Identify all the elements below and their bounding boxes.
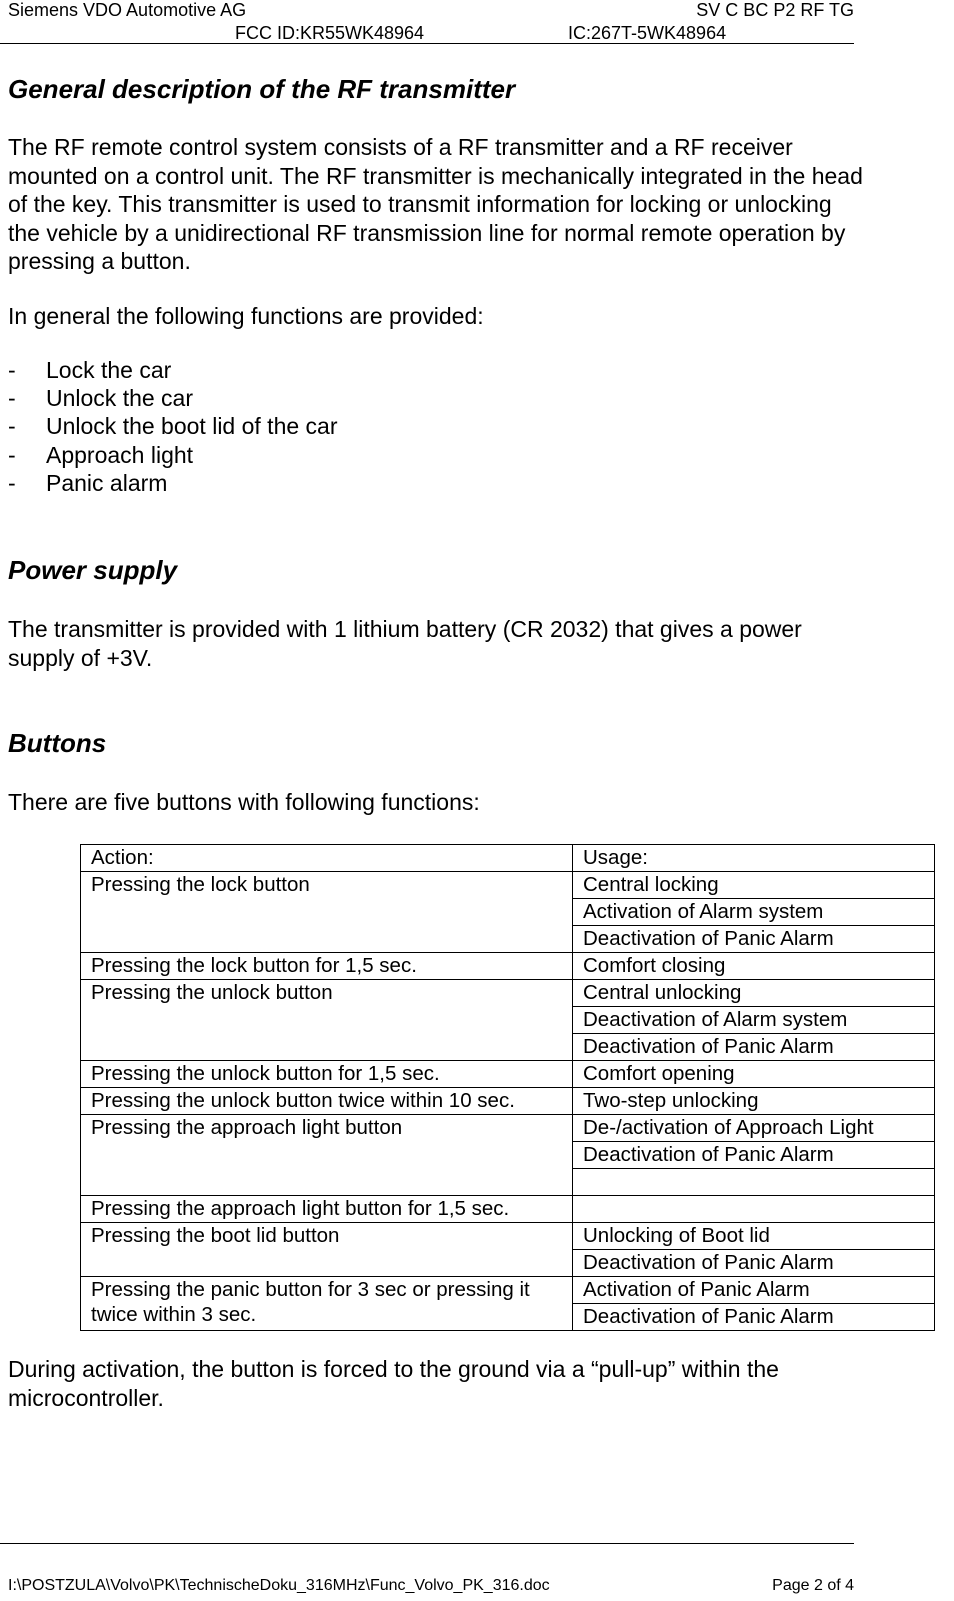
list-bullet: - [8, 442, 16, 468]
usage-cell: Activation of Alarm system [573, 899, 935, 926]
table-row [81, 872, 935, 899]
section-title-buttons: Buttons [8, 728, 107, 758]
list-item: Approach light [46, 442, 194, 468]
usage-cell: Deactivation of Panic Alarm [573, 1142, 935, 1169]
table-row [81, 953, 935, 980]
usage-cell: Comfort closing [573, 953, 935, 980]
action-cell: Pressing the unlock button twice within 10 sec. [81, 1088, 573, 1115]
general-description-paragraph: The RF remote control system consists of a RF transmitter and a RF receiver mounted on a control unit. The RF transmitter is mechanically integrated in the head of the key. This transmitter is used to transmit information for locking or unlocking the vehicle by a unidirectional RF transmission line for normal remote operation by pressing a button. [8, 134, 863, 274]
action-cell: Pressing the boot lid button [81, 1223, 573, 1277]
buttons-intro: There are five buttons with following functions: [8, 789, 480, 815]
header-company: Siemens VDO Automotive AG [8, 0, 247, 20]
action-cell: Pressing the panic button for 3 sec or pressing it twice within 3 sec. [81, 1277, 573, 1331]
header-ic: IC:267T-5WK48964 [568, 23, 727, 43]
list-item: Unlock the car [46, 385, 194, 411]
header-department: SV C BC P2 RF TG [696, 0, 854, 20]
closing-paragraph: During activation, the button is forced to the ground via a “pull-up” within the microcontroller. [8, 1356, 779, 1411]
footer-file-path: I:\POSTZULA\Volvo\PK\TechnischeDoku_316MHz\Func_Volvo_PK_316.doc [8, 1577, 550, 1594]
list-bullet: - [8, 385, 16, 411]
usage-cell: Deactivation of Alarm system [573, 1007, 935, 1034]
usage-cell: Unlocking of Boot lid [573, 1223, 935, 1250]
footer-rule [0, 1543, 854, 1544]
usage-cell [573, 1169, 935, 1196]
action-cell: Pressing the approach light button [81, 1115, 573, 1196]
list-bullet: - [8, 357, 16, 383]
usage-cell: Central locking [573, 872, 935, 899]
usage-cell [573, 1196, 935, 1223]
table-row [81, 1277, 935, 1304]
table-header-row [81, 845, 935, 872]
list-item: Panic alarm [46, 470, 168, 496]
action-cell: Pressing the unlock button for 1,5 sec. [81, 1061, 573, 1088]
usage-cell: Deactivation of Panic Alarm [573, 926, 935, 953]
power-supply-paragraph: The transmitter is provided with 1 lithium battery (CR 2032) that gives a power supply of +3V. [8, 616, 802, 671]
footer-page-number: Page 2 of 4 [772, 1577, 854, 1594]
usage-cell: Deactivation of Panic Alarm [573, 1250, 935, 1277]
section-title-general: General description of the RF transmitter [8, 74, 516, 104]
table-row [81, 1223, 935, 1250]
usage-cell: De-/activation of Approach Light [573, 1115, 935, 1142]
list-item: Lock the car [46, 357, 172, 383]
table-row [81, 1061, 935, 1088]
table-row [81, 1115, 935, 1142]
column-header-action: Action: [81, 845, 573, 872]
action-cell: Pressing the lock button for 1,5 sec. [81, 953, 573, 980]
usage-cell: Comfort opening [573, 1061, 935, 1088]
action-cell: Pressing the lock button [81, 872, 573, 953]
header-fcc-id: FCC ID:KR55WK48964 [235, 23, 425, 43]
table-row [81, 1088, 935, 1115]
table-row [81, 1196, 935, 1223]
column-header-usage: Usage: [573, 845, 935, 872]
usage-cell: Two-step unlocking [573, 1088, 935, 1115]
usage-cell: Deactivation of Panic Alarm [573, 1304, 935, 1331]
header-rule [0, 43, 854, 44]
action-cell: Pressing the approach light button for 1,5 sec. [81, 1196, 573, 1223]
table-row [81, 980, 935, 1007]
section-title-power-supply: Power supply [8, 555, 178, 585]
usage-cell: Central unlocking [573, 980, 935, 1007]
list-bullet: - [8, 413, 16, 439]
action-cell: Pressing the unlock button [81, 980, 573, 1061]
list-item: Unlock the boot lid of the car [46, 413, 338, 439]
usage-cell: Activation of Panic Alarm [573, 1277, 935, 1304]
button-functions-table [80, 844, 935, 1331]
usage-cell: Deactivation of Panic Alarm [573, 1034, 935, 1061]
functions-intro: In general the following functions are provided: [8, 303, 484, 329]
list-bullet: - [8, 470, 16, 496]
